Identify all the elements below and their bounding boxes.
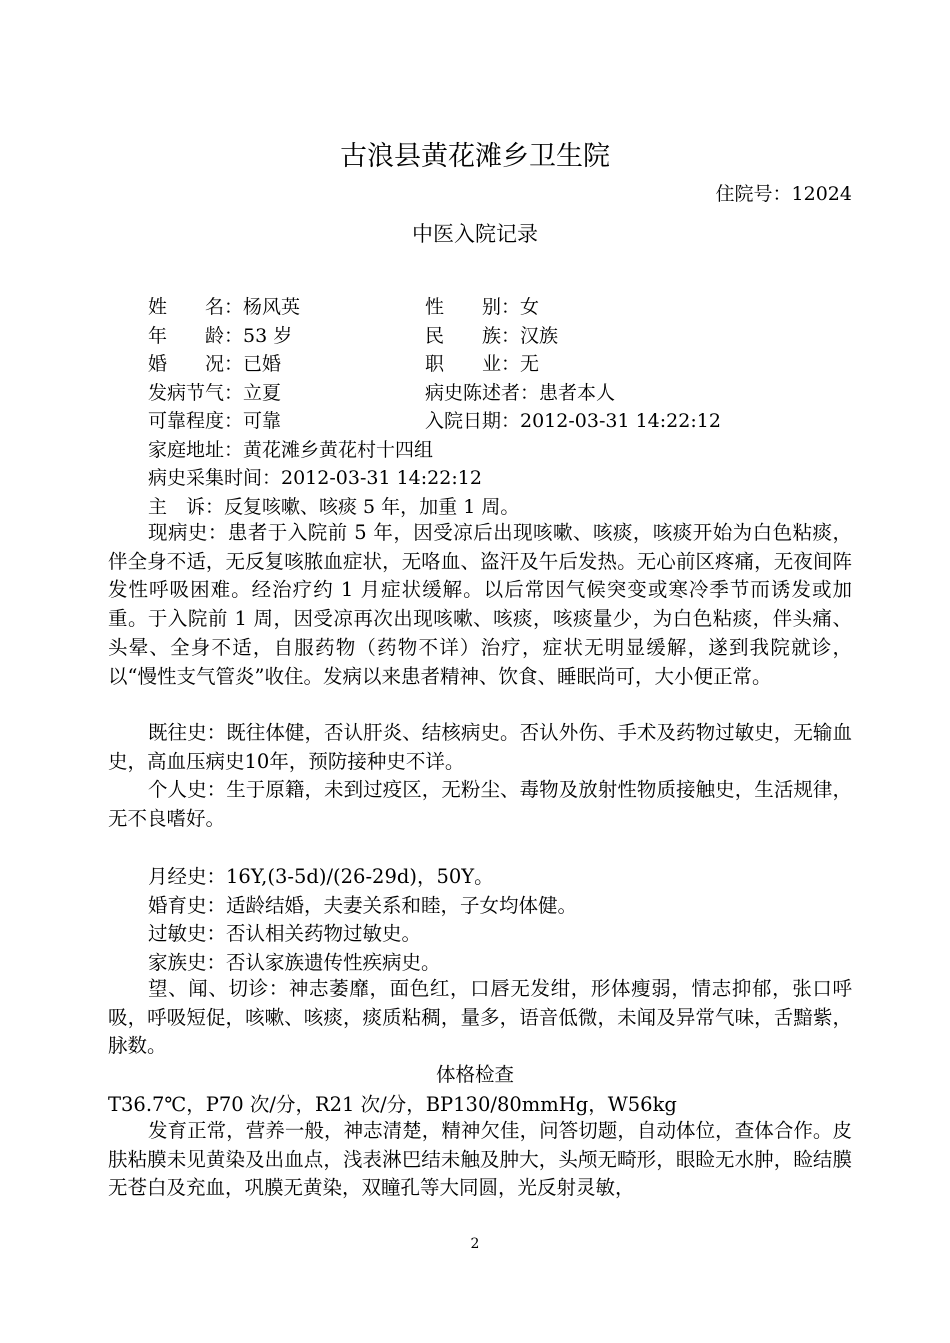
field-ethnicity: 民 族：汉族 xyxy=(425,325,559,347)
field-occupation: 职 业：无 xyxy=(425,353,540,375)
personal-history: 个人史：生于原籍，未到过疫区，无粉尘、毒物及放射性物质接触史，生活规律，无不良嗜好。 xyxy=(108,778,852,830)
admission-number: 住院号：12024 xyxy=(715,183,852,205)
family-history: 家族史：否认家族遗传性疾病史。 xyxy=(148,951,441,974)
page-number: 2 xyxy=(470,1236,480,1252)
exam-title: 体格检查 xyxy=(435,1063,514,1086)
field-onset-term: 发病节气：立夏 xyxy=(148,382,282,404)
past-history: 既往史：既往体健，否认肝炎、结核病史。否认外伤、手术及药物过敏史，无输血史，高血压病史10年，预防接种史不详。 xyxy=(108,721,852,773)
field-age: 年 龄：53 岁 xyxy=(148,325,293,347)
tcm-exam: 望、闻、切诊：神志萎靡，面色红，口唇无发绀，形体瘦弱，情志抑郁，张口呼吸，呼吸短促，咳嗽、咳痰，痰质粘稠，量多，语音低微，未闻及异常气味，舌黯紫，脉数。 xyxy=(108,977,852,1058)
field-narrator: 病史陈述者：患者本人 xyxy=(425,382,616,404)
general-exam: 发育正常，营养一般，神志清楚，精神欠佳，问答切题，自动体位，查体合作。皮肤粘膜未见黄染及出血点，浅表淋巴结未触及肿大，头颅无畸形，眼睑无水肿，睑结膜无苍白及充血，巩膜无黄染，双瞳孔等大同圆，光反射灵敏， xyxy=(108,1119,852,1200)
field-admit-date: 入院日期：2012-03-31 14:22:12 xyxy=(425,410,721,432)
field-reliability: 可靠程度：可靠 xyxy=(148,410,282,432)
field-marital: 婚 况：已婚 xyxy=(148,353,282,375)
vitals: T36.7℃，P70 次/分，R21 次/分，BP130/80mmHg，W56kg xyxy=(108,1093,677,1116)
record-title: 中医入院记录 xyxy=(412,222,538,246)
field-sex: 性 别：女 xyxy=(425,296,540,318)
menstrual-history: 月经史：16Y,(3-5d)/(26-29d)，50Y。 xyxy=(148,865,494,888)
marriage-history: 婚育史：适龄结婚，夫妻关系和睦，子女均体健。 xyxy=(148,894,578,917)
hospital-name: 古浪县黄花滩乡卫生院 xyxy=(340,141,610,172)
present-history: 现病史：患者于入院前 5 年，因受凉后出现咳嗽、咳痰，咳痰开始为白色粘痰，伴全身不适，无反复咳脓血症状，无咯血、盗汗及午后发热。无心前区疼痛，无夜间阵发性呼吸困难。经治疗约 1 月症状缓解。以后常因气候突变或寒冷季节而诱发或加重。于入院前 1 周，因受凉再次出现咳嗽、咳痰，咳痰量少，为白色粘痰，伴头痛、头晕、全身不适，自服药物（药物不详）治疗，症状无明显缓解，遂到我院就诊，以“慢性支气管炎”收住。发病以来患者精神、饮食、睡眠尚可，大小便正常。 xyxy=(108,521,852,688)
allergy-history: 过敏史：否认相关药物过敏史。 xyxy=(148,922,422,945)
field-address: 家庭地址：黄花滩乡黄花村十四组 xyxy=(148,439,434,461)
field-name: 姓 名：杨风英 xyxy=(148,296,301,318)
field-collect-time: 病史采集时间：2012-03-31 14:22:12 xyxy=(148,467,482,489)
field-chief-complaint: 主 诉：反复咳嗽、咳痰 5 年，加重 1 周。 xyxy=(148,496,520,518)
